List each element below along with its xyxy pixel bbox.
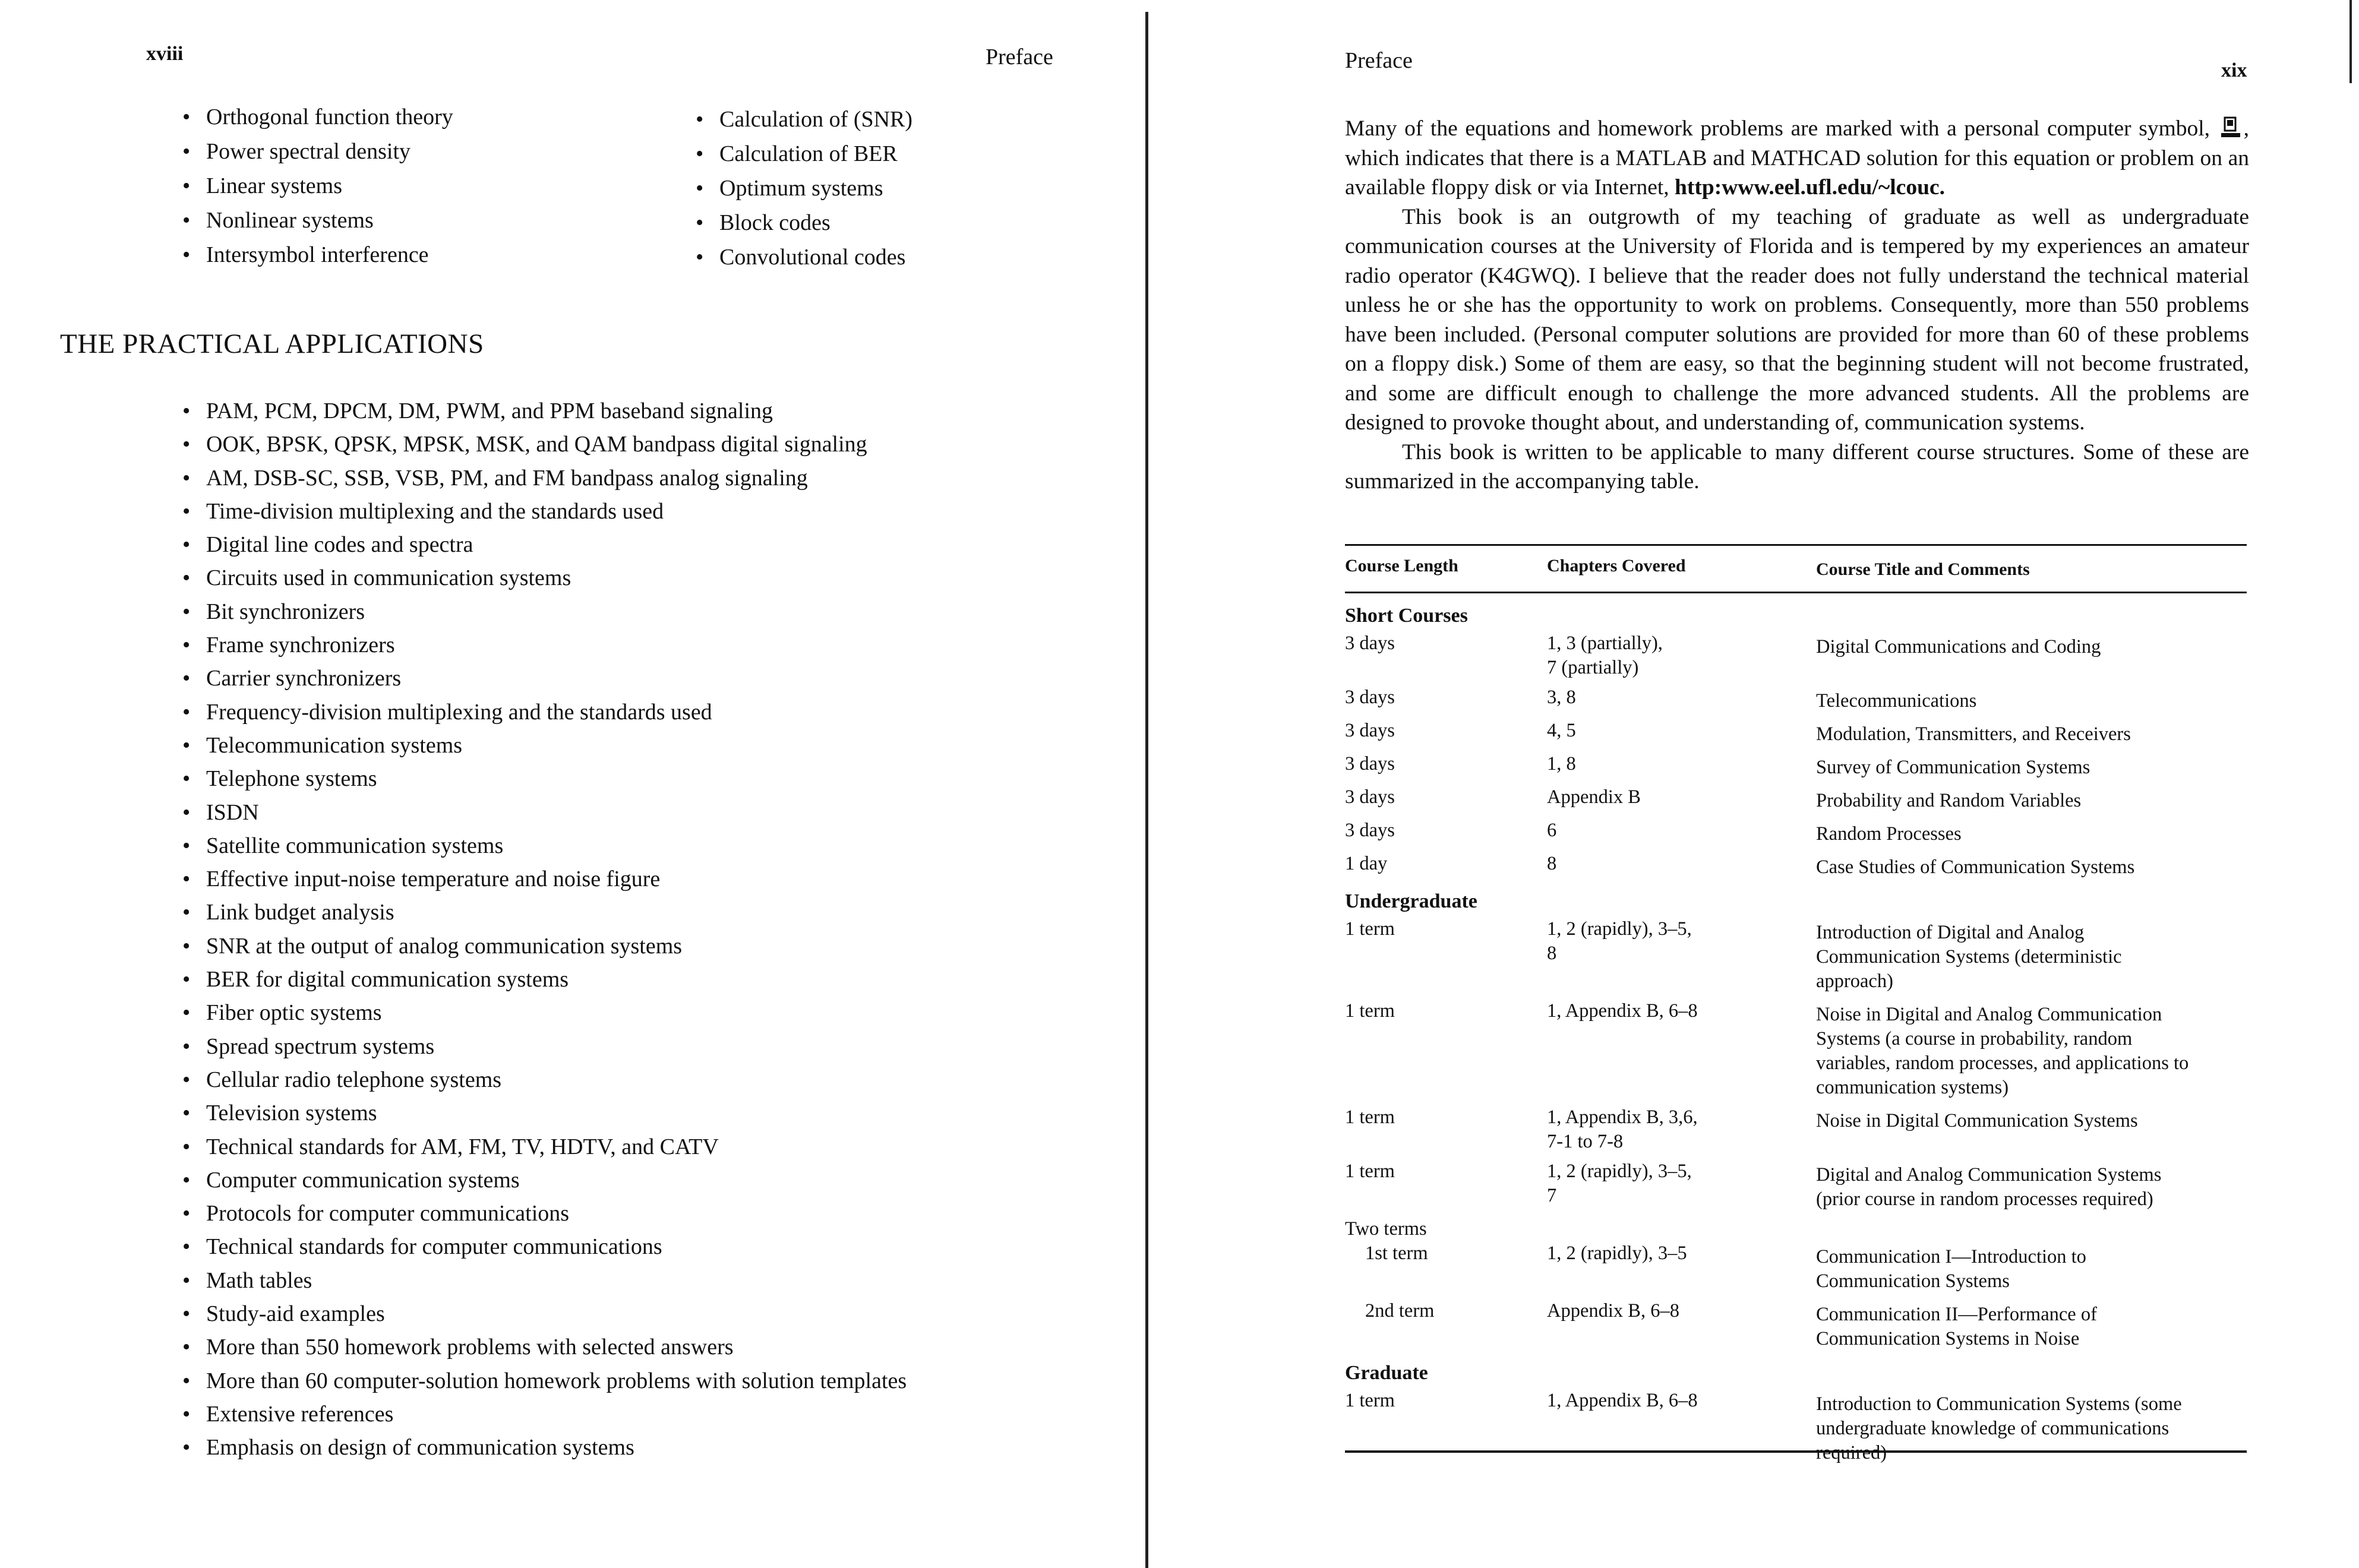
list-item <box>182 1398 907 1431</box>
table-row <box>1345 685 2247 719</box>
list-item-text: Time-division multiplexing and the standards used <box>206 498 664 524</box>
list-item <box>182 1096 907 1130</box>
cell-chapters: 1, 2 (rapidly), 3–5, 8 <box>1547 918 1692 964</box>
bullet-icon: • <box>182 1435 191 1460</box>
cell-course-title: Survey of Communication Systems <box>1816 757 2090 778</box>
page-number-right: xix <box>2221 59 2247 81</box>
bullet-icon: • <box>182 799 191 825</box>
table-row <box>1345 1159 2247 1217</box>
cell-course-title: Introduction to Communication Systems (some undergraduate knowledge of communications required) <box>1816 1393 2182 1463</box>
list-item-text: Spread spectrum systems <box>206 1033 435 1059</box>
bullet-icon: • <box>182 1201 191 1226</box>
cell-course-length: 3 days <box>1345 720 1395 741</box>
cell-course-length: 1st term <box>1365 1243 1428 1264</box>
bullet-icon: • <box>182 173 191 198</box>
cell-course-length: 1 day <box>1345 853 1388 874</box>
bullet-icon: • <box>182 1101 191 1126</box>
list-item <box>182 428 907 461</box>
list-item-text: Protocols for computer communications <box>206 1201 570 1226</box>
list-item <box>182 1330 907 1364</box>
list-item <box>182 1130 907 1164</box>
bullet-icon: • <box>182 1067 191 1092</box>
cell-chapters: 1, 3 (partially), 7 (partially) <box>1547 633 1663 678</box>
list-item-text: Carrier synchronizers <box>206 666 402 691</box>
list-item-text: More than 550 homework problems with selected answers <box>206 1335 734 1360</box>
bullet-icon: • <box>182 242 191 267</box>
cell-course-title: Noise in Digital Communication Systems <box>1816 1110 2138 1131</box>
list-item <box>696 171 912 206</box>
personal-computer-icon <box>2220 116 2241 139</box>
list-item-text: Effective input-noise temperature and noise figure <box>206 867 661 892</box>
list-item-text: Calculation of BER <box>719 141 898 166</box>
cell-course-title: Communication I—Introduction to Communication Systems <box>1816 1246 2086 1292</box>
list-item <box>182 1030 907 1063</box>
list-item <box>182 862 907 896</box>
course-table <box>1345 546 2247 1471</box>
bullet-icon: • <box>182 532 191 558</box>
list-item <box>696 240 912 274</box>
cell-course-length: 1 term <box>1345 1107 1395 1128</box>
group-label: Two terms <box>1345 1218 1427 1240</box>
cell-course-title: Case Studies of Communication Systems <box>1816 856 2135 878</box>
list-item <box>182 762 907 795</box>
cell-course-length: 1 term <box>1345 918 1395 940</box>
cell-chapters: 1, 2 (rapidly), 3–5, 7 <box>1547 1161 1692 1206</box>
bullet-icon: • <box>696 210 704 235</box>
bullet-icon: • <box>182 732 191 758</box>
list-item <box>182 1063 907 1096</box>
list-item-text: BER for digital communication systems <box>206 967 569 992</box>
cell-course-title: Telecommunications <box>1816 690 1977 712</box>
bullet-icon: • <box>182 1134 191 1159</box>
bullet-icon: • <box>696 245 704 270</box>
bullet-icon: • <box>182 900 191 925</box>
list-item-text: Frame synchronizers <box>206 633 395 658</box>
bullet-icon: • <box>182 1368 191 1393</box>
paragraph-2: This book is an outgrowth of my teaching of graduate as well as undergraduate communication courses at the University of Florida and is tempered by my experiences an amateur radio operator (K4GWQ). I believe that the reader does not fully understand the technical material unless he or she has the opportunity to work on problems. Consequently, more than 550 problems have been included. (Personal computer solutions are provided for more than 60 of these problems on a floppy disk.) Some of them are easy, so that the beginning student will not become frustrated, and some are difficult enough to challenge the more advanced students. All the problems are designed to provoke thought about, and understanding of, communication systems. <box>1345 204 2249 435</box>
list-item <box>182 461 907 495</box>
section-heading: THE PRACTICAL APPLICATIONS <box>60 328 484 359</box>
table-body <box>1345 596 2247 1471</box>
list-item-text: Frequency-division multiplexing and the standards used <box>206 699 712 725</box>
cell-course-title: Digital and Analog Communication Systems (prior course in random processes required) <box>1816 1164 2162 1210</box>
cell-course-length: 3 days <box>1345 753 1395 774</box>
bullet-icon: • <box>182 1335 191 1360</box>
bullet-icon: • <box>182 1000 191 1026</box>
list-item <box>696 206 912 240</box>
bullet-icon: • <box>182 766 191 792</box>
header-course-length: Course Length <box>1345 556 1458 576</box>
list-item-text: Nonlinear systems <box>206 208 374 233</box>
header-chapters-covered: Chapters Covered <box>1547 556 1686 576</box>
list-item <box>182 662 907 695</box>
list-item-text: Computer communication systems <box>206 1167 520 1193</box>
bullet-icon: • <box>182 599 191 624</box>
cell-chapters: 1, Appendix B, 6–8 <box>1547 1390 1698 1411</box>
list-item <box>182 729 907 762</box>
list-item <box>182 1364 907 1398</box>
cell-course-title: Digital Communications and Coding <box>1816 636 2101 657</box>
list-item <box>182 561 907 595</box>
cell-course-title: Modulation, Transmitters, and Receivers <box>1816 723 2131 745</box>
list-item <box>182 796 907 829</box>
list-item <box>182 203 453 238</box>
cell-chapters: 4, 5 <box>1547 720 1576 741</box>
running-head-right: Preface <box>1345 48 1413 73</box>
cell-course-title: Random Processes <box>1816 823 1962 845</box>
cell-chapters: Appendix B, 6–8 <box>1547 1300 1679 1322</box>
bullet-icon: • <box>182 633 191 658</box>
list-item <box>182 1264 907 1297</box>
list-item-text: Calculation of (SNR) <box>719 107 913 132</box>
list-item <box>182 1164 907 1197</box>
list-item <box>182 169 453 203</box>
page-binding-divider <box>1145 12 1148 1568</box>
bullet-icon: • <box>182 565 191 591</box>
header-course-title: Course Title and Comments <box>1816 559 2030 579</box>
list-item-text: PAM, PCM, DPCM, DM, PWM, and PPM baseband signaling <box>206 399 773 423</box>
bullet-icon: • <box>182 432 191 457</box>
list-item <box>182 595 907 628</box>
cell-chapters: 1, 8 <box>1547 753 1576 774</box>
bullet-icon: • <box>182 1267 191 1293</box>
cell-course-length: 2nd term <box>1365 1300 1435 1322</box>
table-row <box>1345 1241 2247 1299</box>
cell-chapters: 8 <box>1547 853 1557 874</box>
bullet-icon: • <box>696 107 704 132</box>
cell-course-title: Noise in Digital and Analog Communication Systems (a course in probability, random variables, random processes, and applications to communication systems) <box>1816 1004 2189 1098</box>
cell-chapters: 3, 8 <box>1547 687 1576 708</box>
list-item-text: Digital line codes and spectra <box>206 532 473 558</box>
list-item-text: Satellite communication systems <box>206 833 504 858</box>
list-item <box>182 628 907 662</box>
list-item-text: Cellular radio telephone systems <box>206 1067 502 1092</box>
list-item <box>182 495 907 528</box>
applications-list <box>182 394 907 1465</box>
bullet-icon: • <box>182 867 191 892</box>
table-row <box>1345 1105 2247 1159</box>
table-row <box>1345 631 2247 685</box>
table-row <box>1345 818 2247 852</box>
cell-course-length: 1 term <box>1345 1000 1395 1022</box>
table-section-heading: Undergraduate <box>1345 890 1477 912</box>
list-item-text: Television systems <box>206 1101 377 1126</box>
list-item-text: Extensive references <box>206 1401 394 1427</box>
cell-course-length: 1 term <box>1345 1390 1395 1411</box>
theory-list-col2 <box>696 102 913 274</box>
list-item-text: Orthogonal function theory <box>206 105 453 129</box>
table-row <box>1345 1299 2247 1357</box>
list-item <box>182 996 907 1029</box>
bullet-icon: • <box>182 1234 191 1260</box>
list-item <box>182 100 453 134</box>
bullet-icon: • <box>182 699 191 725</box>
cell-chapters: 1, Appendix B, 6–8 <box>1547 1000 1698 1022</box>
list-item-text: Power spectral density <box>206 139 411 164</box>
cell-course-length: 3 days <box>1345 820 1395 841</box>
paragraph-1-middle: , which indicates that there is a MATLAB and MATHCAD solution for this equation or problem on an available floppy disk or via Internet, <box>1345 116 2249 200</box>
paragraph-1 <box>1345 114 2249 203</box>
paragraph-3: This book is written to be applicable to many different course structures. Some of these are summarized in the accompanying table. <box>1345 440 2249 494</box>
table-group-label <box>1345 1217 2247 1241</box>
page-number-left: xviii <box>146 43 184 65</box>
list-item-text: Linear systems <box>206 173 343 198</box>
list-item <box>182 696 907 729</box>
bullet-icon: • <box>182 498 191 524</box>
list-item-text: Intersymbol interference <box>206 242 429 267</box>
cell-course-length: 1 term <box>1345 1161 1395 1182</box>
table-row <box>1345 785 2247 818</box>
bullet-icon: • <box>696 176 704 201</box>
list-item-text: SNR at the output of analog communication systems <box>206 933 683 959</box>
list-item-text: Convolutional codes <box>719 245 906 270</box>
table-row <box>1345 719 2247 752</box>
list-item-text: AM, DSB-SC, SSB, VSB, PM, and FM bandpass analog signaling <box>206 465 808 491</box>
bullet-icon: • <box>182 105 191 129</box>
list-item <box>182 394 907 428</box>
table-section-heading: Short Courses <box>1345 605 1468 627</box>
cell-chapters: 1, 2 (rapidly), 3–5 <box>1547 1243 1687 1264</box>
list-item <box>182 1431 907 1464</box>
table-row <box>1345 917 2247 999</box>
bullet-icon: • <box>182 1401 191 1427</box>
list-item <box>696 137 912 171</box>
list-item-text: Technical standards for computer communications <box>206 1234 662 1260</box>
list-item-text: Emphasis on design of communication systems <box>206 1435 634 1460</box>
list-item-text: Circuits used in communication systems <box>206 565 571 591</box>
list-item-text: Link budget analysis <box>206 900 394 925</box>
list-item-text: Study-aid examples <box>206 1301 385 1327</box>
cell-course-length: 3 days <box>1345 687 1395 708</box>
table-top-rule <box>1345 544 2247 546</box>
bullet-icon: • <box>182 139 191 164</box>
cell-course-title: Introduction of Digital and Analog Communication Systems (deterministic approach) <box>1816 922 2122 992</box>
running-head-left: Preface <box>986 45 1053 69</box>
list-item <box>182 1230 907 1263</box>
table-section-heading: Graduate <box>1345 1362 1428 1384</box>
list-item-text: Fiber optic systems <box>206 1000 382 1026</box>
list-item <box>182 134 453 169</box>
cell-course-title: Probability and Random Variables <box>1816 790 2082 811</box>
list-item <box>182 238 453 272</box>
cell-chapters: 6 <box>1547 820 1557 841</box>
table-row <box>1345 852 2247 885</box>
preface-text <box>1345 114 2249 497</box>
list-item-text: OOK, BPSK, QPSK, MPSK, MSK, and QAM bandpass digital signaling <box>206 432 867 457</box>
bullet-icon: • <box>182 399 191 423</box>
table-row <box>1345 752 2247 785</box>
list-item <box>182 1297 907 1330</box>
list-item-text: More than 60 computer-solution homework problems with solution templates <box>206 1368 907 1393</box>
list-item <box>182 896 907 929</box>
cell-chapters: 1, Appendix B, 3,6, 7-1 to 7-8 <box>1547 1107 1698 1152</box>
bullet-icon: • <box>182 465 191 491</box>
list-item-text: Optimum systems <box>719 176 883 201</box>
bullet-icon: • <box>182 208 191 233</box>
list-item-text: Telecommunication systems <box>206 732 463 758</box>
list-item <box>182 930 907 963</box>
theory-list-col1 <box>182 100 453 272</box>
cell-course-length: 3 days <box>1345 633 1395 654</box>
paragraph-1-start: Many of the equations and homework problems are marked with a personal computer symbol, <box>1345 116 2210 141</box>
page-edge-mark <box>2349 0 2352 83</box>
list-item-text: Block codes <box>719 210 830 235</box>
list-item-text: Bit synchronizers <box>206 599 365 624</box>
cell-course-length: 3 days <box>1345 786 1395 808</box>
table-header <box>1345 546 2247 596</box>
list-item-text: Telephone systems <box>206 766 377 792</box>
cell-course-title: Communication II—Performance of Communication Systems in Noise <box>1816 1304 2097 1349</box>
bullet-icon: • <box>182 1167 191 1193</box>
list-item <box>182 1197 907 1230</box>
bullet-icon: • <box>182 1301 191 1327</box>
list-item <box>182 963 907 996</box>
list-item-text: ISDN <box>206 799 259 825</box>
bullet-icon: • <box>182 666 191 691</box>
list-item-text: Math tables <box>206 1267 312 1293</box>
table-row <box>1345 999 2247 1105</box>
bullet-icon: • <box>182 1033 191 1059</box>
bullet-icon: • <box>182 833 191 858</box>
bullet-icon: • <box>696 141 704 166</box>
table-row <box>1345 1389 2247 1471</box>
list-item <box>182 528 907 561</box>
list-item <box>182 829 907 862</box>
list-item <box>696 102 913 137</box>
bullet-icon: • <box>182 967 191 992</box>
list-item-text: Technical standards for AM, FM, TV, HDTV, and CATV <box>206 1134 719 1159</box>
bullet-icon: • <box>182 933 191 959</box>
cell-chapters: Appendix B <box>1547 786 1641 808</box>
website-link[interactable]: http:www.eel.ufl.edu/~lcouc. <box>1675 175 1945 200</box>
